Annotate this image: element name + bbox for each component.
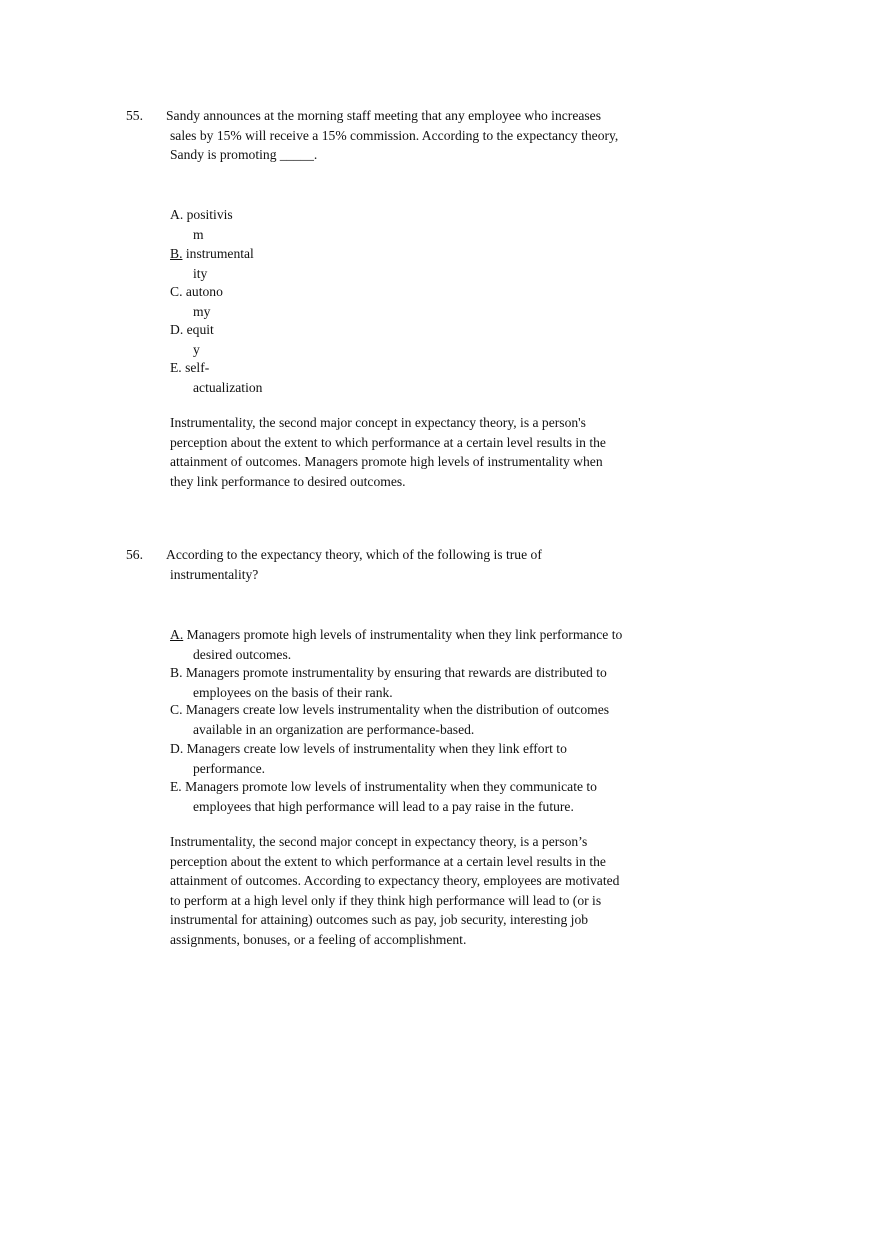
explanation-line: perception about the extent to which performance at a certain level results in the [170, 434, 606, 450]
stem-line: instrumentality? [170, 566, 259, 582]
option-text-continued: y [193, 341, 200, 357]
option-letter: D. [170, 741, 184, 756]
option-text-continued: my [193, 303, 211, 319]
option-text: Managers promote high levels of instrumentality when they link performance to [186, 627, 623, 642]
q55-explanation [170, 413, 660, 491]
correct-option-letter: B. [170, 246, 183, 261]
q55-option-e [170, 358, 262, 397]
stem-line: Sandy announces at the morning staff meeting that any employee who increases [166, 108, 601, 123]
option-letter: E. [170, 360, 182, 375]
q56-option-b [170, 663, 607, 702]
option-text-continued: m [193, 226, 204, 242]
option-letter: C. [170, 284, 183, 299]
q55-option-b [170, 244, 254, 283]
option-text: Managers promote low levels of instrumentality when they communicate to [185, 779, 597, 794]
option-letter: E. [170, 779, 182, 794]
stem-line: Sandy is promoting _____. [170, 147, 318, 162]
option-text-continued: performance. [193, 760, 266, 776]
question-56-number: 56. [126, 547, 143, 562]
option-letter: C. [170, 702, 183, 717]
option-text-continued: actualization [193, 379, 263, 395]
stem-line: According to the expectancy theory, which of the following is true of [166, 547, 542, 562]
option-letter: A. [170, 207, 184, 222]
option-letter: B. [170, 665, 183, 680]
q56-option-c [170, 700, 609, 739]
option-text-continued: desired outcomes. [193, 646, 292, 662]
explanation-line: attainment of outcomes. Managers promote high levels of instrumentality when [170, 454, 603, 469]
option-text: Managers create low levels of instrumentality when they link effort to [186, 741, 567, 756]
question-56-stem [166, 545, 656, 584]
q55-option-d [170, 320, 214, 359]
explanation-line: instrumental for attaining) outcomes such as pay, job security, interesting job [170, 912, 589, 927]
q56-option-a [170, 625, 622, 664]
option-text-continued: available in an organization are performance-based. [193, 721, 475, 737]
option-letter: D. [170, 322, 184, 337]
option-text: Managers promote instrumentality by ensuring that rewards are distributed to [185, 665, 607, 680]
option-text: Managers create low levels instrumentality when the distribution of outcomes [185, 702, 610, 717]
explanation-line: assignments, bonuses, or a feeling of accomplishment. [170, 931, 467, 947]
q56-explanation [170, 832, 660, 949]
explanation-line: they link performance to desired outcomes. [170, 473, 406, 489]
explanation-line: Instrumentality, the second major concept in expectancy theory, is a person's [170, 415, 586, 430]
correct-option-letter: A. [170, 627, 184, 642]
explanation-line: attainment of outcomes. According to expectancy theory, employees are motivated [170, 873, 620, 888]
question-55-stem [166, 106, 656, 165]
explanation-line: to perform at a high level only if they think high performance will lead to (or is [170, 892, 602, 908]
q56-option-d [170, 739, 567, 778]
option-text: autono [185, 284, 223, 299]
q55-option-a [170, 205, 233, 244]
option-text: self- [185, 360, 210, 375]
option-text-continued: employees that high performance will lead to a pay raise in the future. [193, 798, 574, 814]
option-text-continued: employees on the basis of their rank. [193, 684, 393, 700]
explanation-line: perception about the extent to which performance at a certain level results in the [170, 853, 606, 869]
option-text: equit [186, 322, 214, 337]
option-text: positivis [186, 207, 233, 222]
stem-line: sales by 15% will receive a 15% commission. According to the expectancy theory, [170, 127, 619, 143]
option-text: instrumental [185, 246, 254, 261]
question-55-number: 55. [126, 108, 143, 123]
explanation-line: Instrumentality, the second major concept in expectancy theory, is a person’s [170, 834, 588, 849]
q55-option-c [170, 282, 223, 321]
q56-option-e [170, 777, 597, 816]
option-text-continued: ity [193, 265, 208, 281]
